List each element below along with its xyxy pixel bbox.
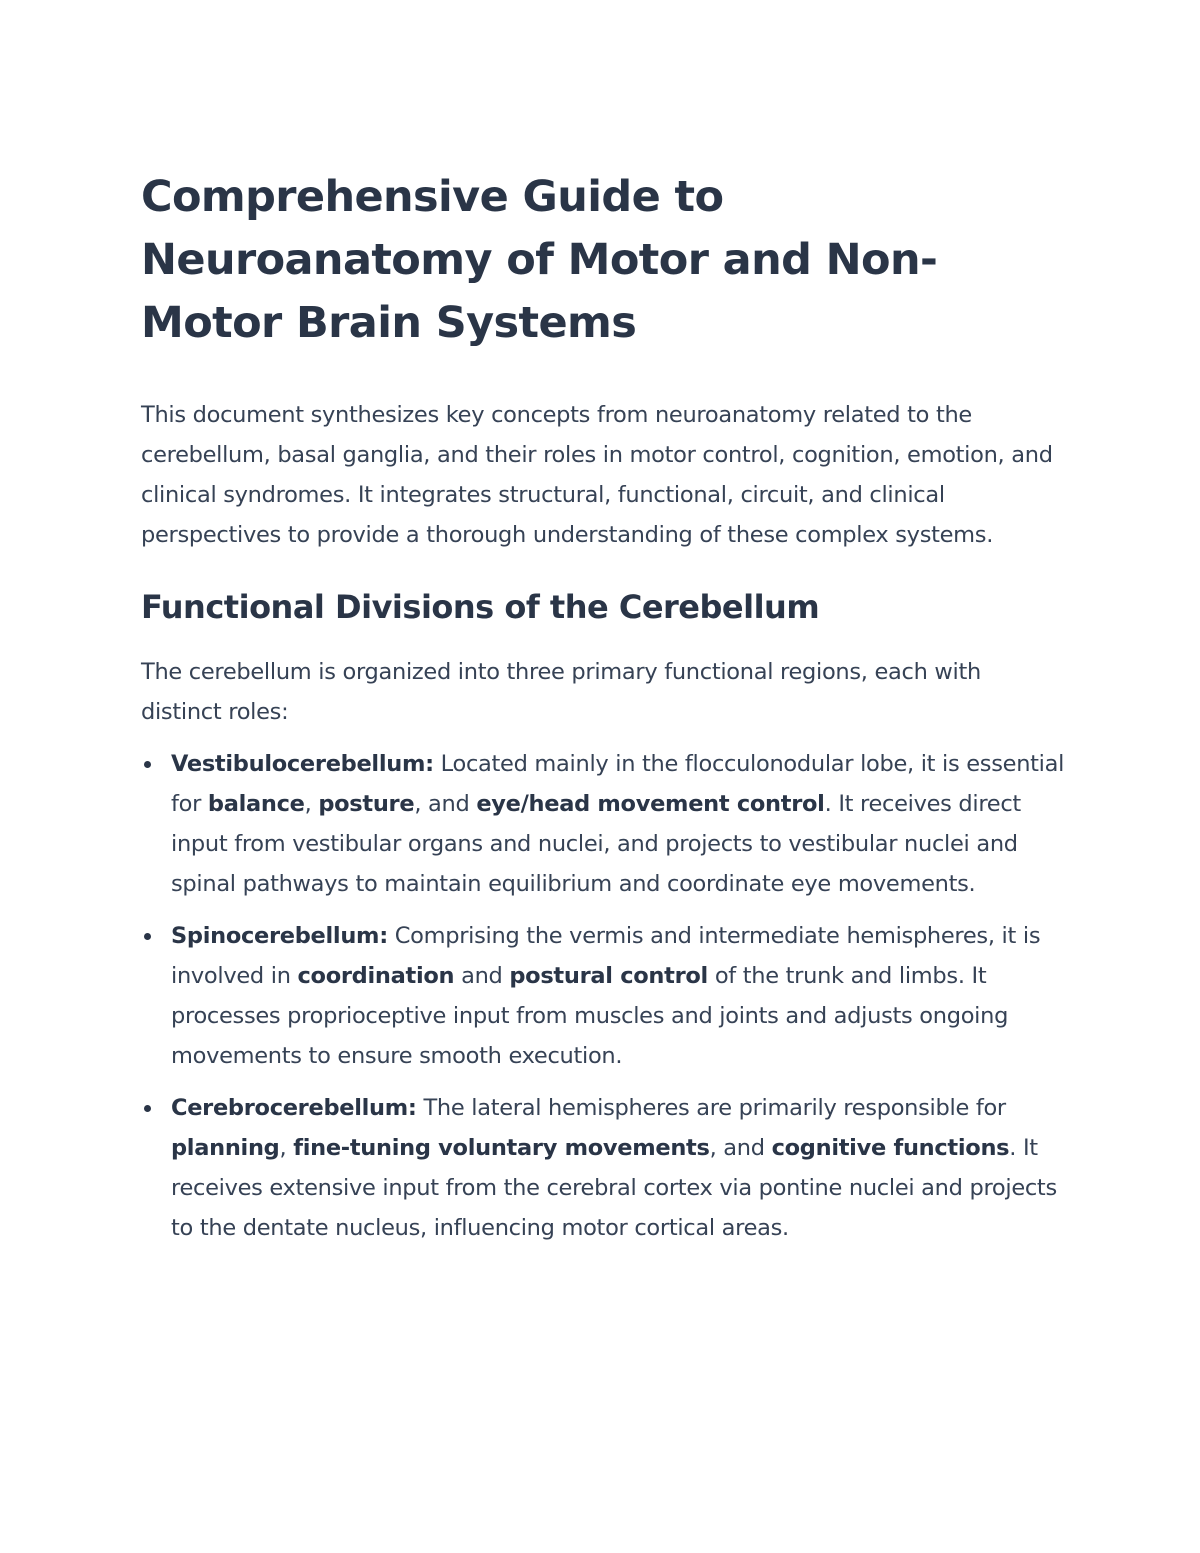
section-heading: Functional Divisions of the Cerebellum [141, 588, 820, 626]
item-text: Comprising the vermis and intermediate hemispheres, it is involved in [171, 923, 1041, 989]
emphasis-text: planning [171, 1135, 280, 1161]
item-text: and [454, 963, 510, 989]
bullet-icon [144, 1105, 151, 1112]
intro-paragraph: This document synthesizes key concepts from neuroanatomy related to the cerebellum, basal ganglia, and their roles in motor control, cognition, emotion, and clinical syndromes. It integrates structural, functional, circuit, and clinical perspectives to provide a thorough understanding of these complex systems. [141, 402, 1053, 548]
list-item-vestibulocerebellum [141, 744, 1066, 904]
item-text: , [304, 791, 319, 817]
item-text: . It receives direct input from vestibular organs and nuclei, and projects to vestibular nuclei and spinal pathways to maintain equilibrium and coordinate eye movements. [171, 791, 1021, 897]
term-label: Vestibulocerebellum: [171, 751, 434, 777]
emphasis-text: eye/head movement control [476, 791, 825, 817]
emphasis-text: cognitive functions [771, 1135, 1010, 1161]
document-title: Comprehensive Guide to Neuroanatomy of Motor and Non-Motor Brain Systems [141, 172, 938, 348]
list-item-cerebrocerebellum [141, 1088, 1066, 1248]
item-text: , and [414, 791, 477, 817]
list-item-spinocerebellum [141, 916, 1066, 1076]
bullet-icon [144, 933, 151, 940]
item-text: , [279, 1135, 294, 1161]
emphasis-text: balance [207, 791, 305, 817]
bullet-icon [144, 761, 151, 768]
term-label: Cerebrocerebellum: [171, 1095, 417, 1121]
section-lead-paragraph: The cerebellum is organized into three primary functional regions, each with distinct roles: [141, 659, 981, 725]
item-text: of the trunk and limbs. It processes proprioceptive input from muscles and joints and adjusts ongoing movements to ensure smooth execution. [171, 963, 1009, 1069]
item-text: . It receives extensive input from the cerebral cortex via pontine nuclei and projects to the dentate nucleus, influencing motor cortical areas. [171, 1135, 1057, 1241]
emphasis-text: coordination [297, 963, 455, 989]
term-label: Spinocerebellum: [171, 923, 388, 949]
item-text: Located mainly in the flocculonodular lobe, it is essential for [171, 751, 1065, 817]
emphasis-text: fine-tuning voluntary movements [293, 1135, 710, 1161]
item-text: , and [709, 1135, 772, 1161]
item-text: The lateral hemispheres are primarily responsible for [416, 1095, 1006, 1121]
emphasis-text: posture [318, 791, 415, 817]
emphasis-text: postural control [509, 963, 708, 989]
cerebellum-divisions-list [141, 744, 1066, 1248]
document-page [141, 166, 1066, 1260]
